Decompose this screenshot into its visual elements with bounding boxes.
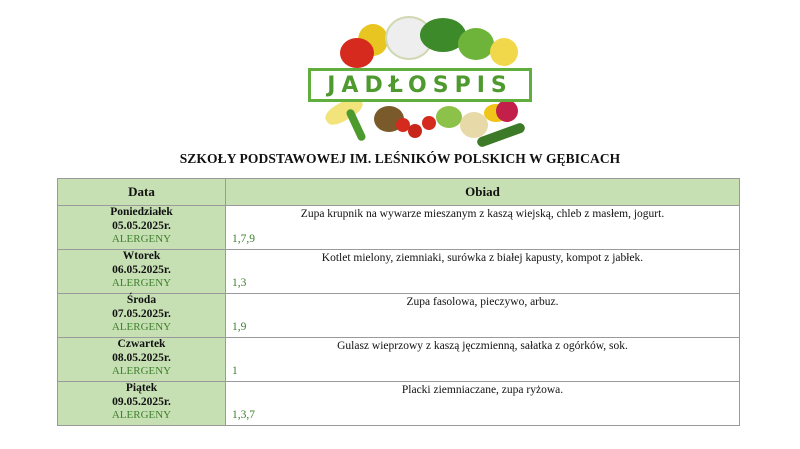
- banner-title-box: [308, 68, 532, 102]
- date-cell: [58, 250, 226, 294]
- day-name: Wtorek: [122, 250, 161, 262]
- meal-description: Zupa fasolowa, pieczywo, arbuz.: [406, 296, 559, 308]
- allergen-label: ALERGENY: [111, 409, 172, 421]
- table-row: [58, 382, 740, 426]
- meal-description: Zupa krupnik na wywarze mieszanym z kaszą wiejską, chleb z masłem, jogurt.: [300, 208, 665, 220]
- day-name: Czwartek: [117, 338, 166, 350]
- allergen-label: ALERGENY: [111, 277, 172, 289]
- meal-description: Placki ziemniaczane, zupa ryżowa.: [401, 384, 564, 396]
- date-cell: [58, 294, 226, 338]
- date-cell: [58, 206, 226, 250]
- table-header-row: [58, 179, 740, 206]
- date-value: 05.05.2025r.: [112, 219, 171, 232]
- allergen-codes: 1,9: [232, 321, 247, 333]
- date-value: 07.05.2025r.: [112, 307, 171, 320]
- header-lunch: Obiad: [226, 179, 740, 206]
- header-date: Data: [58, 179, 226, 206]
- allergen-codes: 1,3: [232, 277, 247, 289]
- table-row: [58, 250, 740, 294]
- table-row: [58, 294, 740, 338]
- date-cell: [58, 382, 226, 426]
- meal-cell: [226, 250, 740, 294]
- allergen-codes: 1,3,7: [232, 409, 255, 421]
- meal-description: Gulasz wieprzowy z kaszą jęczmienną, sałatka z ogórków, sok.: [337, 340, 628, 352]
- day-name: Środa: [126, 294, 157, 306]
- allergen-codes: 1: [232, 365, 238, 377]
- date-value: 08.05.2025r.: [112, 351, 171, 364]
- date-value: 09.05.2025r.: [112, 395, 171, 408]
- allergen-codes: 1,7,9: [232, 233, 255, 245]
- meal-cell: [226, 338, 740, 382]
- meal-cell: [226, 294, 740, 338]
- date-cell: [58, 338, 226, 382]
- date-value: 06.05.2025r.: [112, 263, 171, 276]
- table-row: [58, 338, 740, 382]
- meal-description: Kotlet mielony, ziemniaki, surówka z białej kapusty, kompot z jabłek.: [321, 252, 644, 264]
- banner-title: JADŁOSPIS: [327, 72, 513, 98]
- menu-table: [57, 178, 740, 426]
- school-title: SZKOŁY PODSTAWOWEJ IM. LEŚNIKÓW POLSKICH W GĘBICACH: [179, 151, 621, 166]
- allergen-label: ALERGENY: [111, 233, 172, 245]
- allergen-label: ALERGENY: [111, 365, 172, 377]
- meal-cell: [226, 382, 740, 426]
- meal-cell: [226, 206, 740, 250]
- day-name: Poniedziałek: [110, 206, 173, 218]
- table-row: [58, 206, 740, 250]
- allergen-label: ALERGENY: [111, 321, 172, 333]
- day-name: Piątek: [125, 382, 158, 394]
- vegetables-banner-image: [300, 12, 540, 150]
